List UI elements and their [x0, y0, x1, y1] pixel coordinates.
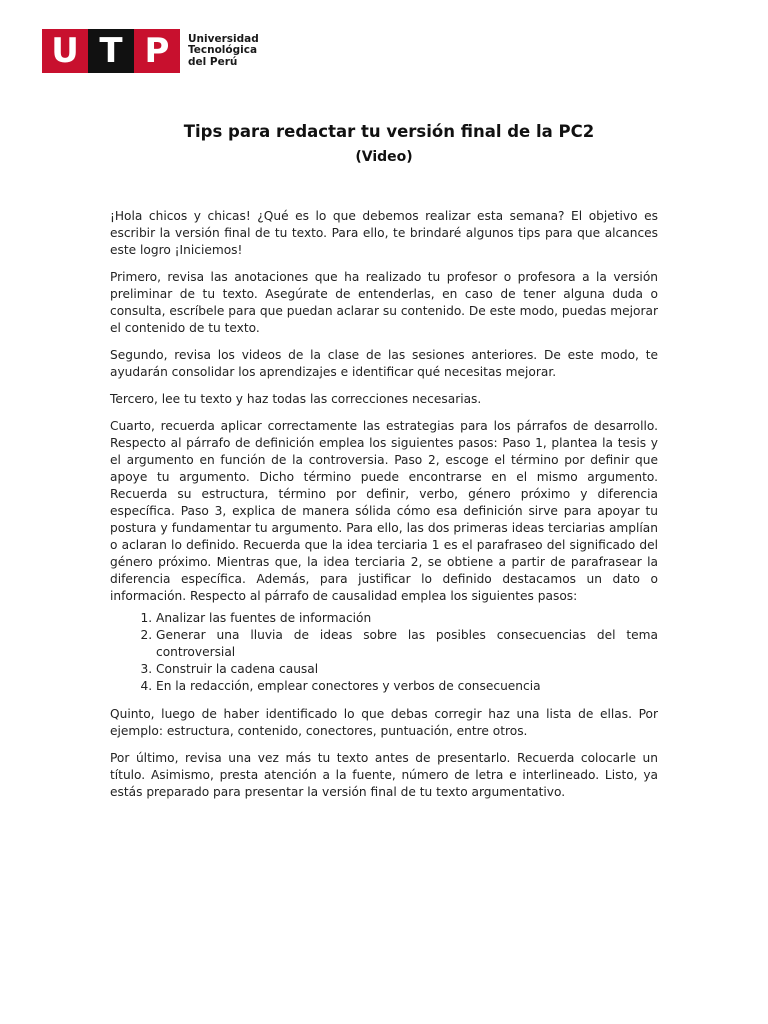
logo-letter-u: U	[42, 29, 88, 73]
list-item: 1. Analizar las fuentes de información	[156, 610, 658, 627]
paragraph-second: Segundo, revisa los videos de la clase de las sesiones anteriores. De este modo, te ayudarán consolidar los aprendizajes e identificar qué necesitas mejorar.	[110, 348, 658, 379]
list-item: 3. Construir la cadena causal	[156, 661, 658, 678]
logo-text-line-3: del Perú	[188, 55, 238, 68]
paragraph-intro: ¡Hola chicos y chicas! ¿Qué es lo que debemos realizar esta semana? El objetivo es escribir la versión final de tu texto. Para ello, te brindaré algunos tips para que alcances este logro ¡Iniciemos!	[110, 209, 658, 257]
document-subtitle: (Video)	[355, 149, 413, 165]
causality-steps-list	[110, 610, 658, 695]
document-body	[110, 208, 658, 811]
logo-text-line-2: Tecnológica	[188, 44, 258, 57]
logo-text-line-1: Universidad	[188, 32, 259, 45]
list-item: 4. En la redacción, emplear conectores y verbos de consecuencia	[156, 678, 658, 695]
list-item: 2. Generar una lluvia de ideas sobre las posibles consecuencias del tema controversial	[156, 627, 658, 661]
utp-logo	[42, 29, 259, 73]
paragraph-third: Tercero, lee tu texto y haz todas las correcciones necesarias.	[110, 392, 482, 406]
paragraph-last: Por último, revisa una vez más tu texto antes de presentarlo. Recuerda colocarle un título. Asimismo, presta atención a la fuente, número de letra e interlineado. Listo, ya estás preparado para presentar la versión final de tu texto argumentativo.	[110, 751, 658, 799]
logo-letter-p: P	[134, 29, 180, 73]
paragraph-first: Primero, revisa las anotaciones que ha realizado tu profesor o profesora a la versión preliminar de tu texto. Asegúrate de entenderlas, en caso de tener alguna duda o consulta, escríbele para que puedan aclarar su contenido. De este modo, puedas mejorar el contenido de tu texto.	[110, 270, 658, 335]
logo-letters	[42, 29, 180, 73]
paragraph-fourth: Cuarto, recuerda aplicar correctamente las estrategias para los párrafos de desarrollo. Respecto al párrafo de definición emplea los siguientes pasos: Paso 1, plantea la tesis y el argumento en función de la controversia. Paso 2, escoge el término por definir que apoye tu argumento. Dicho término puede encontrarse en el mismo argumento. Recuerda su estructura, término por definir, verbo, género próximo y diferencia específica. Paso 3, explica de manera sólida cómo esa definición sirve para apoyar tu postura y fundamentar tu argumento. Para ello, las dos primeras ideas terciarias amplían o aclaran lo definido. Recuerda que la idea terciaria 1 es el parafraseo del significado del género próximo. Mientras que, la idea terciaria 2, se obtiene a partir de parafrasear la diferencia específica. Además, para justificar lo definido destacamos un dato o información. Respecto al párrafo de causalidad emplea los siguientes pasos:	[110, 419, 658, 603]
logo-wordmark	[188, 34, 259, 69]
paragraph-fifth: Quinto, luego de haber identificado lo que debas corregir haz una lista de ellas. Por ejemplo: estructura, contenido, conectores, puntuación, entre otros.	[110, 707, 658, 738]
logo-letter-t: T	[88, 29, 134, 73]
document-title: Tips para redactar tu versión final de la PC2	[183, 122, 595, 141]
